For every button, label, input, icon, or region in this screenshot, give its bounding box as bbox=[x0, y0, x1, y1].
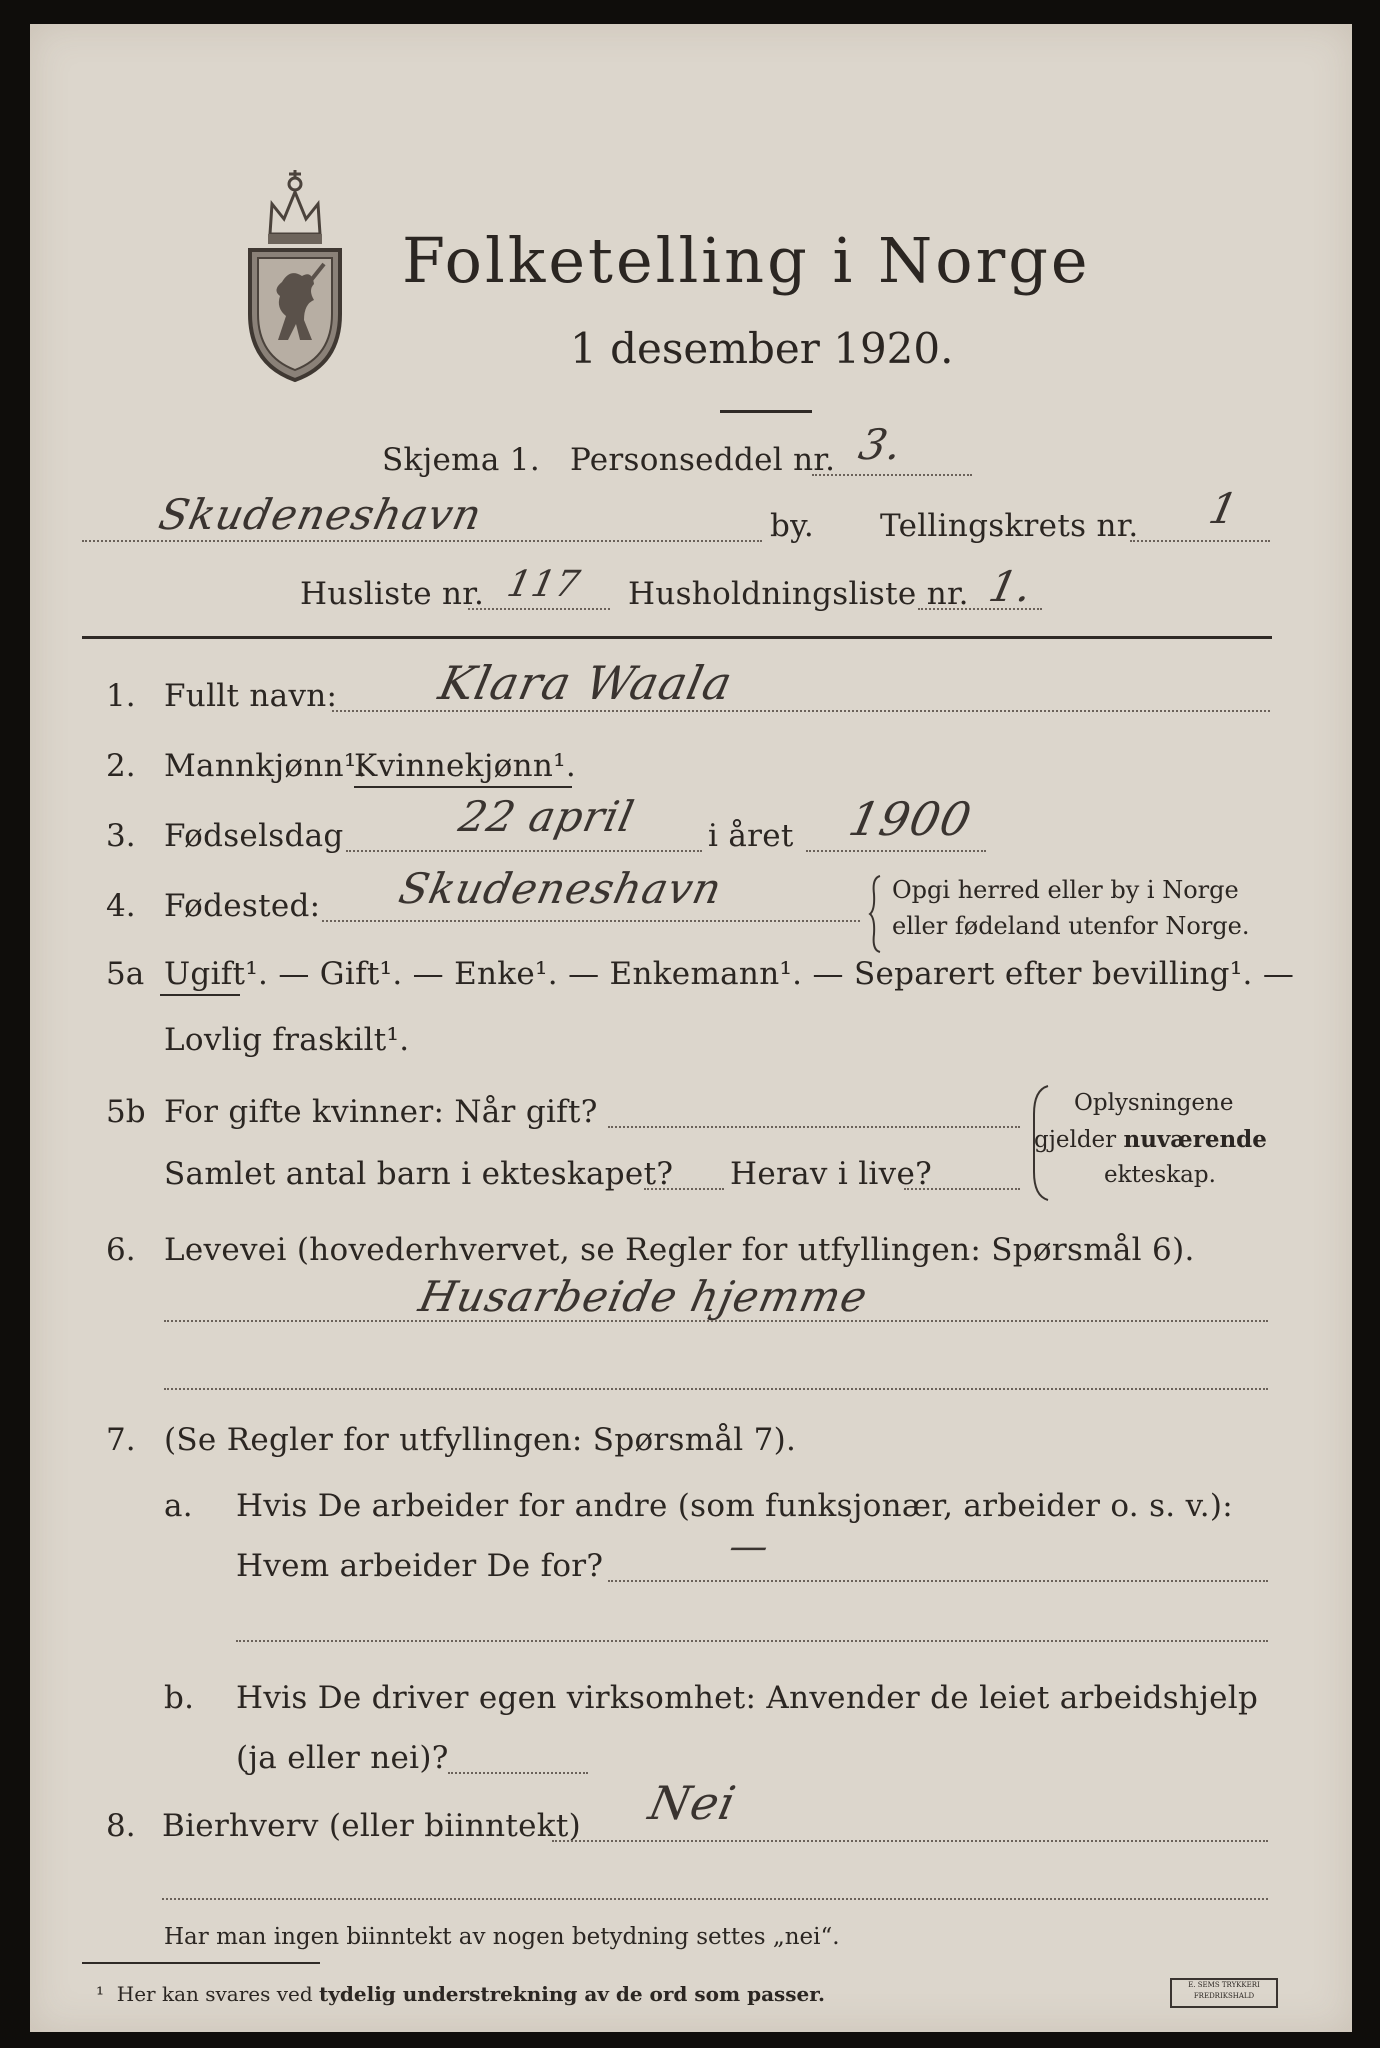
footnote: ¹ Her kan svares ved tydelig understrekning av de ord som passer. bbox=[96, 1982, 825, 2006]
lovlig-fraskilt-option[interactable]: Lovlig fraskilt¹. bbox=[164, 1022, 410, 1058]
hvem-arbeider-line bbox=[608, 1580, 1268, 1582]
fodested-value[interactable]: Skudeneshavn bbox=[394, 864, 727, 913]
herav-i-live-label: Herav i live? bbox=[730, 1156, 933, 1192]
fodested-label: Fødested: bbox=[164, 888, 321, 924]
q7b-line1: Hvis De driver egen virksomhet: Anvender de leiet arbeidshjelp bbox=[236, 1680, 1259, 1716]
personseddel-line bbox=[812, 474, 972, 476]
hvem-arbeider-label: Hvem arbeider De for? bbox=[236, 1548, 604, 1584]
hvem-arbeider-value[interactable]: — bbox=[725, 1524, 774, 1568]
fodested-note-line2: eller fødeland utenfor Norge. bbox=[892, 912, 1250, 940]
norwegian-coat-of-arms-icon bbox=[242, 164, 348, 384]
header-rule bbox=[82, 636, 1272, 639]
naar-gift-label: For gifte kvinner: Når gift? bbox=[164, 1094, 598, 1130]
skjema-label: Skjema 1. bbox=[382, 442, 540, 478]
husholdningsliste-value[interactable]: 1. bbox=[984, 562, 1038, 611]
i-aret-label: i året bbox=[708, 818, 794, 854]
kvinnekjonn-option[interactable]: Kvinnekjønn¹. bbox=[354, 748, 577, 784]
fodselsdag-line bbox=[346, 850, 702, 852]
brace-icon bbox=[868, 874, 882, 954]
fodested-note-line1: Opgi herred eller by i Norge bbox=[892, 876, 1239, 904]
antal-barn-label: Samlet antal barn i ekteskapet? bbox=[164, 1156, 674, 1192]
ugift-underline bbox=[160, 994, 240, 996]
personseddel-label: Personseddel nr. bbox=[570, 442, 836, 478]
tellingskrets-value[interactable]: 1 bbox=[1204, 484, 1243, 533]
q4-number: 4. bbox=[106, 888, 136, 924]
q7a-line1: Hvis De arbeider for andre (som funksjonær, arbeider o. s. v.): bbox=[236, 1488, 1234, 1524]
husliste-value[interactable]: 117 bbox=[503, 564, 585, 605]
ekteskap-note-line1: Oplysningene bbox=[1074, 1090, 1234, 1116]
q7a-extra-line bbox=[236, 1640, 1268, 1642]
bierhverv-value[interactable]: Nei bbox=[644, 1776, 741, 1830]
ugift-option[interactable]: Ugift¹. bbox=[164, 956, 269, 992]
q6-number: 6. bbox=[106, 1232, 136, 1268]
q8-number: 8. bbox=[106, 1808, 136, 1844]
sivilstand-options-rest: — Gift¹. — Enke¹. — Enkemann¹. — Separert efter bevilling¹. — bbox=[268, 956, 1295, 992]
levevei-line1 bbox=[164, 1320, 1268, 1322]
kvinnekjonn-underline bbox=[354, 786, 572, 788]
bierhverv-line bbox=[552, 1840, 1268, 1842]
q3-number: 3. bbox=[106, 818, 136, 854]
antal-barn-line bbox=[644, 1188, 724, 1190]
fullt-navn-line bbox=[332, 710, 1270, 712]
by-value[interactable]: Skudeneshavn bbox=[154, 490, 487, 539]
herav-i-live-line bbox=[904, 1188, 1020, 1190]
ja-eller-nei-line bbox=[448, 1772, 588, 1774]
title-divider bbox=[720, 410, 812, 413]
naar-gift-line bbox=[608, 1126, 1020, 1128]
fodselsdag-label: Fødselsdag bbox=[164, 818, 344, 854]
q1-number: 1. bbox=[106, 678, 136, 714]
levevei-value[interactable]: Husarbeide hjemme bbox=[414, 1272, 873, 1321]
form-title: Folketelling i Norge bbox=[402, 224, 1091, 297]
q5b-number: 5b bbox=[106, 1094, 146, 1130]
tellingskrets-line bbox=[1130, 540, 1270, 542]
census-form-page bbox=[30, 24, 1352, 2032]
fodselsdag-value[interactable]: 22 april bbox=[454, 792, 639, 841]
q7-number: 7. bbox=[106, 1422, 136, 1458]
fodested-line bbox=[322, 920, 860, 922]
q7a-number: a. bbox=[164, 1488, 193, 1524]
form-date: 1 desember 1920. bbox=[570, 324, 954, 373]
q7-label: (Se Regler for utfyllingen: Spørsmål 7). bbox=[164, 1422, 797, 1458]
ekteskap-note-line3: ekteskap. bbox=[1104, 1162, 1216, 1188]
footnote-rule bbox=[82, 1962, 320, 1964]
personseddel-value[interactable]: 3. bbox=[854, 420, 908, 469]
tellingskrets-label: Tellingskrets nr. bbox=[880, 508, 1139, 544]
by-line bbox=[82, 540, 762, 542]
husholdningsliste-label: Husholdningsliste nr. bbox=[628, 576, 969, 612]
fullt-navn-label: Fullt navn: bbox=[164, 678, 338, 714]
i-aret-value[interactable]: 1900 bbox=[844, 792, 977, 846]
sivilstand-line1 bbox=[164, 956, 1294, 992]
ekteskap-note-line2: gjelder nuværende bbox=[1034, 1126, 1267, 1153]
levevei-line2 bbox=[164, 1388, 1268, 1390]
bierhverv-label: Bierhverv (eller biinntekt) bbox=[162, 1808, 582, 1844]
biinntekt-note: Har man ingen biinntekt av nogen betydning settes „nei“. bbox=[164, 1924, 840, 1950]
husliste-line bbox=[468, 608, 610, 610]
q7b-number: b. bbox=[164, 1680, 195, 1716]
q2-number: 2. bbox=[106, 748, 136, 784]
q5a-number: 5a bbox=[106, 956, 145, 992]
bierhverv-extra-line bbox=[162, 1898, 1268, 1900]
levevei-label: Levevei (hovederhvervet, se Regler for utfyllingen: Spørsmål 6). bbox=[164, 1232, 1195, 1268]
printer-stamp: E. SEMS TRYKKERI FREDRIKSHALD bbox=[1170, 1978, 1278, 2008]
fullt-navn-value[interactable]: Klara Waala bbox=[434, 656, 738, 710]
by-label: by. bbox=[770, 508, 814, 544]
ja-eller-nei-label: (ja eller nei)? bbox=[236, 1740, 449, 1776]
i-aret-line bbox=[806, 850, 986, 852]
husliste-label: Husliste nr. bbox=[300, 576, 485, 612]
mannkjonn-option[interactable]: Mannkjønn¹. bbox=[164, 748, 367, 784]
